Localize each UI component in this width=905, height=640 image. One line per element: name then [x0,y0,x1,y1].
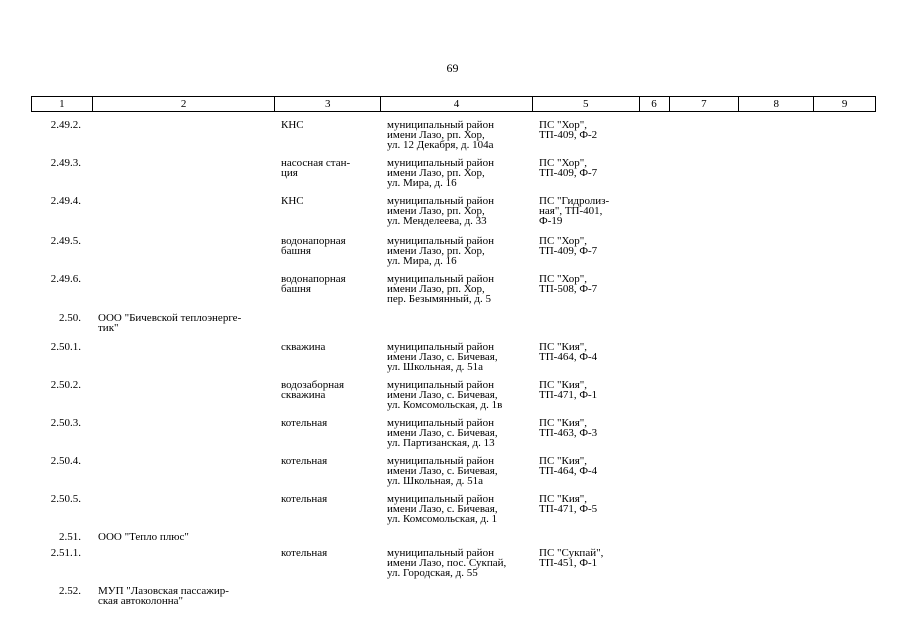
row-number: 2.52. [59,585,81,597]
row-address: муниципальный район имени Лазо, с. Бичевая, ул. Комсомольская, д. 1в [387,379,503,411]
row-number: 2.51. [59,531,81,543]
row-object: водонапорная башня [281,273,346,295]
row-number: 2.50.3. [50,417,81,429]
row-address: муниципальный район имени Лазо, с. Бичевая, ул. Школьная, д. 51а [387,341,498,373]
header-col-2: 2 [93,97,276,111]
row-address: муниципальный район имени Лазо, рп. Хор, ул. 12 Декабря, д. 104а [387,119,494,151]
row-substation: ПС "Гидролиз- ная", ТП-401, Ф-19 [539,195,610,227]
row-number: 2.49.3. [50,157,81,169]
header-col-4: 4 [381,97,533,111]
row-organization: ООО "Тепло плюс" [98,531,189,543]
row-address: муниципальный район имени Лазо, с. Бичевая, ул. Школьная, д. 51а [387,455,498,487]
row-substation: ПС "Хор", ТП-409, Ф-7 [539,235,598,257]
header-col-3: 3 [275,97,381,111]
row-address: муниципальный район имени Лазо, рп. Хор, пер. Безымянный, д. 5 [387,273,494,305]
header-col-9: 9 [841,98,848,110]
header-col-1: 1 [32,97,93,111]
row-substation: ПС "Кия", ТП-464, Ф-4 [539,455,598,477]
row-object: котельная [281,547,328,559]
row-number: 2.50. [59,312,81,324]
row-number: 2.49.6. [50,273,81,285]
row-object: скважина [281,341,326,353]
row-number: 2.49.2. [50,119,81,131]
row-substation: ПС "Кия", ТП-471, Ф-1 [539,379,598,401]
header-col-5: 5 [533,97,640,111]
row-object: котельная [281,455,328,467]
row-object: водозаборная скважина [281,379,345,401]
row-address: муниципальный район имени Лазо, рп. Хор, ул. Мира, д. 16 [387,157,494,189]
row-object: водонапорная башня [281,235,346,257]
row-organization: ООО "Бичевской теплоэнерге- тик" [98,312,242,334]
row-object: КНС [281,119,304,131]
row-object: котельная [281,493,328,505]
row-address: муниципальный район имени Лазо, рп. Хор, ул. Менделеева, д. 33 [387,195,494,227]
row-object: КНС [281,195,304,207]
row-address: муниципальный район имени Лазо, с. Бичевая, ул. Комсомольская, д. 1 [387,493,498,525]
header-col-7: 7 [670,97,740,111]
row-address: муниципальный район имени Лазо, с. Бичевая, ул. Партизанская, д. 13 [387,417,498,449]
row-object: котельная [281,417,328,429]
row-address: муниципальный район имени Лазо, пос. Сукпай, ул. Городская, д. 55 [387,547,507,579]
row-organization: МУП "Лазовская пассажир- ская автоколонна" [98,585,229,607]
row-substation: ПС "Хор", ТП-409, Ф-2 [539,119,598,141]
row-number: 2.49.4. [50,195,81,207]
page-number: 69 [446,61,459,75]
row-substation: ПС "Кия", ТП-471, Ф-5 [539,493,598,515]
row-substation: ПС "Кия", ТП-463, Ф-3 [539,417,598,439]
row-number: 2.50.4. [50,455,81,467]
row-number: 2.49.5. [50,235,81,247]
header-col-8: 8 [739,97,814,111]
table-header [31,96,876,112]
row-substation: ПС "Кия", ТП-464, Ф-4 [539,341,598,363]
row-address: муниципальный район имени Лазо, рп. Хор, ул. Мира, д. 16 [387,235,494,267]
header-col-6: 6 [640,97,670,111]
row-number: 2.51.1. [50,547,81,559]
row-substation: ПС "Хор", ТП-409, Ф-7 [539,157,598,179]
row-number: 2.50.5. [50,493,81,505]
row-number: 2.50.1. [50,341,81,353]
row-substation: ПС "Сукпай", ТП-451, Ф-1 [539,547,604,569]
row-object: насосная стан- ция [281,157,351,179]
row-substation: ПС "Хор", ТП-508, Ф-7 [539,273,598,295]
row-number: 2.50.2. [50,379,81,391]
